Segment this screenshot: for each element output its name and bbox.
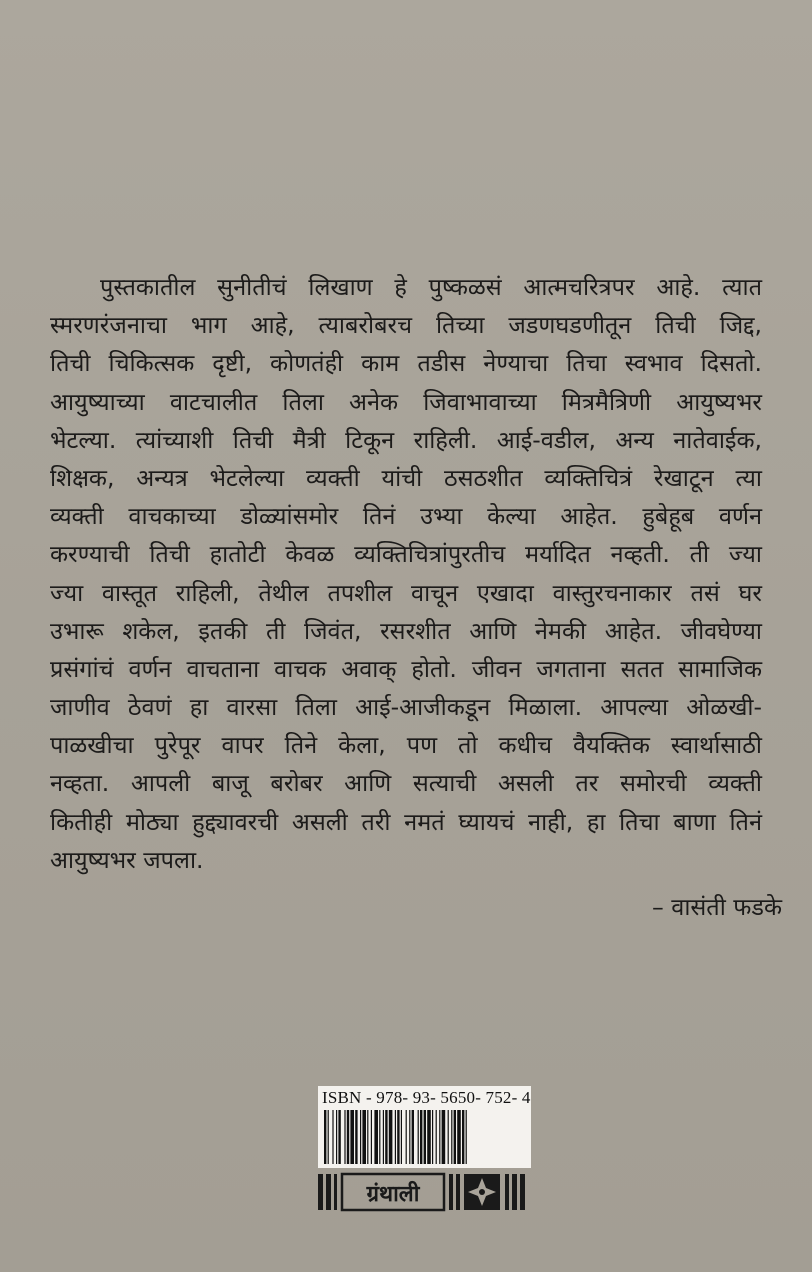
blurb-line: पाळखीचा पुरेपूर वापर तिने केला, पण तो कधीच वैयक्तिक स्वार्थासाठी <box>50 731 762 760</box>
blurb-line: भेटल्या. त्यांच्याशी तिची मैत्री टिकून राहिली. आई-वडील, अन्य नातेवाईक, <box>50 425 762 454</box>
blurb-paragraph <box>50 268 762 879</box>
isbn-number: ISBN - 978- 93- 5650- 752- 4 <box>322 1088 531 1107</box>
blurb-line: जाणीव ठेवणं हा वारसा तिला आई-आजीकडून मिळाला. आपल्या ओळखी- <box>50 693 762 722</box>
logo-left-bars-icon <box>318 1174 337 1210</box>
blurb-line: करण्याची तिची हातोटी केवळ व्यक्तिचित्रांपुरतीच मर्यादित नव्हती. ती ज्या <box>50 540 762 569</box>
logo-right-bars-icon <box>505 1174 525 1210</box>
blurb-line: व्यक्ती वाचकाच्या डोळ्यांसमोर तिनं उभ्या केल्या आहेत. हुबेहूब वर्णन <box>50 502 762 531</box>
blurb-line: कितीही मोठ्या हुद्द्यावरची असली तरी नमतं घ्यायचं नाही, हा तिचा बाणा तिनं <box>50 807 762 836</box>
blurb-line: आयुष्यभर जपला. <box>50 845 204 874</box>
barcode-image <box>322 1110 527 1164</box>
blurb-line: आयुष्याच्या वाटचालीत तिला अनेक जिवाभावाच्या मित्रमैत्रिणी आयुष्यभर <box>50 387 762 416</box>
isbn-barcode-box <box>318 1086 531 1168</box>
blurb-line: शिक्षक, अन्यत्र भेटलेल्या व्यक्ती यांची ठसठशीत व्यक्तिचित्रं रेखाटून त्या <box>50 463 762 492</box>
blurb-line: ज्या वास्तूत राहिली, तेथील तपशील वाचून एखादा वास्तुरचनाकार तसं घर <box>50 578 762 607</box>
blurb-line: स्मरणरंजनाचा भाग आहे, त्याबरोबरच तिच्या जडणघडणीतून तिची जिद्द, <box>50 311 762 340</box>
logo-name-text: ग्रंथाली <box>366 1182 420 1207</box>
logo-middle-bars-icon <box>449 1174 460 1210</box>
blurb-author: – वासंती फडके <box>652 893 782 921</box>
blurb-line: उभारू शकेल, इतकी ती जिवंत, रसरशीत आणि नेमकी आहेत. जीवघेण्या <box>50 616 762 645</box>
blurb-line: पुस्तकातील सुनीतीचं लिखाण हे पुष्कळसं आत्मचरित्रपर आहे. त्यात <box>100 273 762 301</box>
logo-star-icon <box>464 1174 500 1210</box>
blurb-line: प्रसंगांचं वर्णन वाचताना वाचक अवाक् होतो. जीवन जगताना सतत सामाजिक <box>50 654 762 683</box>
blurb-line: तिची चिकित्सक दृष्टी, कोणतंही काम तडीस नेण्याचा तिचा स्वभाव दिसतो. <box>50 349 762 378</box>
blurb-line: नव्हता. आपली बाजू बरोबर आणि सत्याची असली तर समोरची व्यक्ती <box>50 769 762 798</box>
publisher-logo <box>318 1170 531 1214</box>
